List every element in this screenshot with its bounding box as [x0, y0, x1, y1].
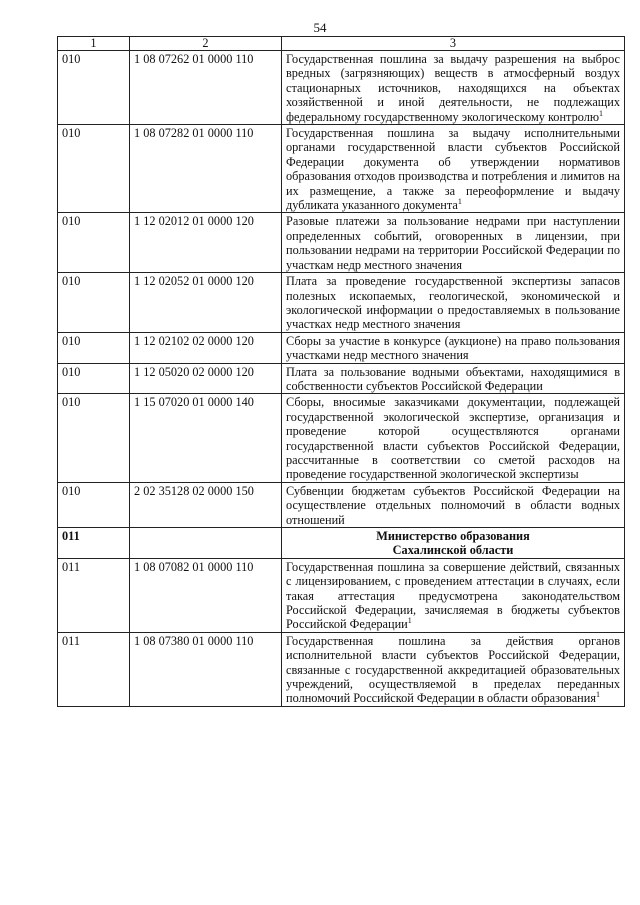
budget-classification-code: 1 08 07262 01 0000 110: [130, 51, 282, 125]
revenue-description: [282, 125, 625, 213]
table-row: [58, 363, 625, 394]
table-row: [58, 213, 625, 273]
description-text: Субвенции бюджетам субъектов Российской Федерации на осуществление отдельных полномочий в области водных отношений: [286, 483, 620, 527]
description-text: Сборы за участие в конкурсе (аукционе) на право пользования участками недр местного значения: [286, 333, 620, 363]
revenue-description: [282, 273, 625, 333]
admin-code: 010: [58, 125, 130, 213]
revenue-description: [282, 213, 625, 273]
description-text: Плата за проведение государственной экспертизы запасов полезных ископаемых, геологической, экономической и экологической информации о предоставляемых в пользование участках недр местного значения: [286, 274, 620, 332]
section-title-line1: Министерство образования: [376, 529, 530, 543]
table-row: [58, 51, 625, 125]
budget-code-table: [57, 36, 625, 707]
table-row: [58, 558, 625, 632]
column-header-3: 3: [282, 37, 625, 51]
section-title-line2: Сахалинской области: [392, 543, 514, 558]
table-row: [58, 332, 625, 363]
page-number: 54: [313, 20, 327, 35]
description-text: Государственная пошлина за выдачу разрешения на выброс вредных (загрязняющих) веществ в атмосферный воздух стационарных источников, находящихся на объектах хозяйственной и иной деятельности, не подлежащих федеральному государственному экологическому контролю: [286, 52, 620, 124]
footnote-mark: 1: [595, 690, 600, 700]
table-row: [58, 273, 625, 333]
admin-code: 010: [58, 51, 130, 125]
revenue-description: [282, 394, 625, 482]
admin-code: 010: [58, 363, 130, 394]
budget-classification-code: 1 12 02052 01 0000 120: [130, 273, 282, 333]
budget-classification-code: 1 08 07282 01 0000 110: [130, 125, 282, 213]
table-row: [58, 394, 625, 482]
budget-classification-code: 1 12 02012 01 0000 120: [130, 213, 282, 273]
budget-classification-code: 1 12 05020 02 0000 120: [130, 363, 282, 394]
revenue-description: [282, 632, 625, 706]
admin-code: 010: [58, 394, 130, 482]
table-row: [58, 482, 625, 527]
admin-code: 010: [58, 213, 130, 273]
revenue-description: [282, 51, 625, 125]
section-code: 011: [58, 528, 130, 559]
revenue-description: [282, 332, 625, 363]
section-header-row: [58, 528, 625, 559]
revenue-description: [282, 482, 625, 527]
admin-code: 010: [58, 332, 130, 363]
description-text: Разовые платежи за пользование недрами при наступлении определенных событий, оговоренных в лицензии, при пользовании недрами на территории Российской Федерации по участкам недр местного значения: [286, 214, 620, 272]
description-text: Государственная пошлина за выдачу исполнительными органами государственной власти субъектов Российской Федерации документа об утверждении нормативов образования отходов производства и потребления и лимитов на их размещение, а также за переоформление и выдачу дубликата указанного документа: [286, 126, 620, 213]
footnote-mark: 1: [599, 108, 604, 118]
admin-code: 010: [58, 273, 130, 333]
column-header-2: 2: [130, 37, 282, 51]
description-text: Плата за пользование водными объектами, находящимися в собственности субъектов Российской Федерации: [286, 364, 620, 393]
admin-code: 011: [58, 558, 130, 632]
admin-code: 010: [58, 482, 130, 527]
budget-classification-code: 1 08 07380 01 0000 110: [130, 632, 282, 706]
footnote-mark: 1: [407, 616, 412, 626]
budget-classification-code: 1 12 02102 02 0000 120: [130, 332, 282, 363]
section-title: [282, 528, 625, 559]
description-text: Государственная пошлина за действия органов исполнительной власти субъектов Российской Федерации, связанные с государственной аккредитацией образовательных учреждений, осуществляемой в пределах переданных полномочий Российской Федерации в области образования: [286, 633, 620, 706]
budget-classification-code: 1 08 07082 01 0000 110: [130, 558, 282, 632]
admin-code: 011: [58, 632, 130, 706]
footnote-mark: 1: [457, 196, 462, 206]
table-header-row: [58, 37, 625, 51]
table-row: [58, 125, 625, 213]
table-row: [58, 632, 625, 706]
budget-classification-code: 2 02 35128 02 0000 150: [130, 482, 282, 527]
description-text: Сборы, вносимые заказчиками документации, подлежащей государственной экологической экспертизе, организация и проведение которой осуществляются органами государственной власти субъектов Российской Федерации, рассчитанные в соответствии со сметой расходов на проведение государственной экологической экспертизы: [286, 395, 620, 482]
section-empty-cell: [130, 528, 282, 559]
column-header-1: 1: [58, 37, 130, 51]
revenue-description: [282, 363, 625, 394]
description-text: Государственная пошлина за совершение действий, связанных с лицензированием, с проведением аттестации в случаях, если такая аттестация предусмотрена законодательством Российской Федерации, зачисляемая в бюджеты субъектов Российской Федерации: [286, 559, 620, 632]
budget-classification-code: 1 15 07020 01 0000 140: [130, 394, 282, 482]
revenue-description: [282, 558, 625, 632]
